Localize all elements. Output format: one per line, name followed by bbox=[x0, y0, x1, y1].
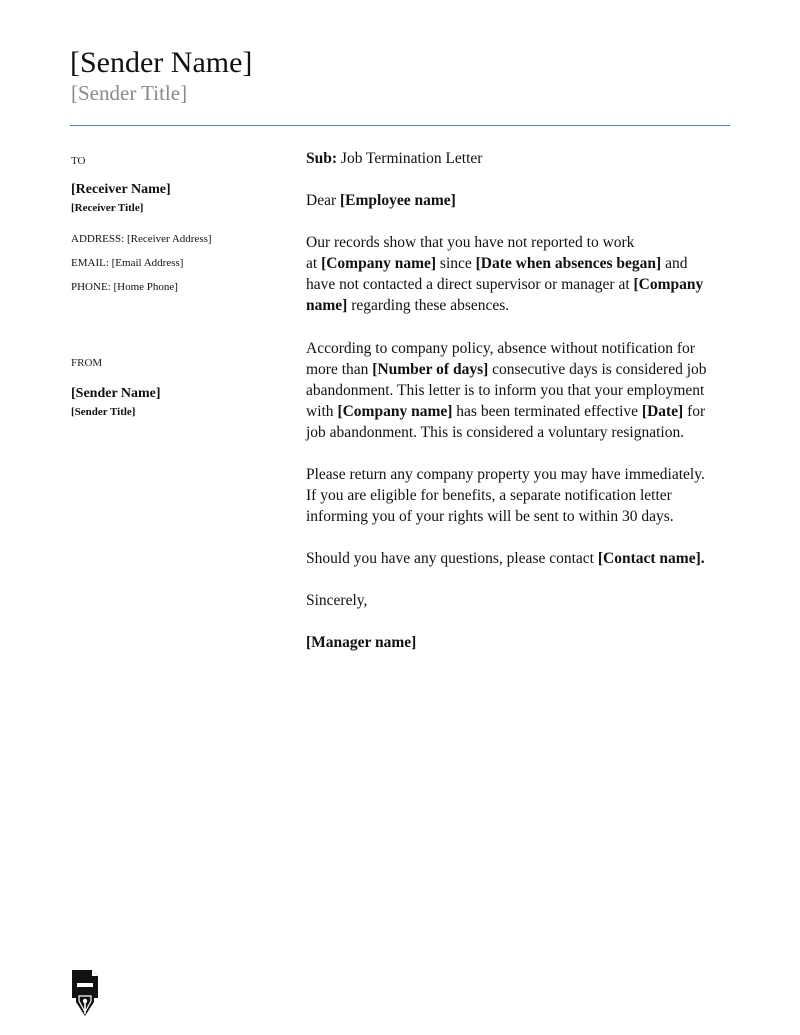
p1-contacted: have not contacted a direct supervisor or manager at bbox=[306, 276, 634, 293]
sender-title-heading: [Sender Title] bbox=[71, 81, 188, 105]
logo-band bbox=[77, 983, 93, 987]
signature bbox=[306, 632, 736, 653]
p1-line3 bbox=[306, 274, 736, 295]
p1-date: [Date when absences began] bbox=[475, 255, 662, 272]
p3-line1: Please return any company property you may have immediately. bbox=[306, 466, 705, 483]
to-label: TO bbox=[71, 155, 86, 167]
p1-company: [Company name] bbox=[321, 255, 437, 272]
p2-line2 bbox=[306, 359, 736, 380]
p2-more-than: more than bbox=[306, 361, 373, 378]
p3-line3: informing you of your rights will be sent to within 30 days. bbox=[306, 508, 674, 525]
p1-regarding: regarding these absences. bbox=[347, 297, 510, 314]
receiver-title bbox=[71, 201, 143, 215]
pen-nib-logo-icon bbox=[70, 968, 100, 1018]
p2-days: [Number of days] bbox=[372, 361, 489, 378]
p1-since: since bbox=[436, 255, 476, 272]
paragraph-policy bbox=[306, 338, 736, 443]
email-value: [Email Address] bbox=[111, 257, 184, 269]
closing-text: Sincerely, bbox=[306, 592, 368, 609]
email-label: EMAIL: bbox=[71, 257, 109, 269]
p2-date: [Date] bbox=[641, 403, 684, 420]
paragraph-questions bbox=[306, 548, 736, 569]
p3-line2: If you are eligible for benefits, a separate notification letter bbox=[306, 487, 672, 504]
sender-name-heading: [Sender Name] bbox=[70, 46, 253, 79]
logo-page-fold bbox=[92, 970, 98, 976]
paragraph-property bbox=[306, 464, 736, 527]
subject-text: Job Termination Letter bbox=[337, 150, 483, 167]
logo-nib-hole bbox=[83, 999, 87, 1003]
p1-at: at bbox=[306, 255, 322, 272]
p2-line4 bbox=[306, 401, 736, 422]
phone-line bbox=[71, 280, 178, 294]
phone-value: [Home Phone] bbox=[113, 281, 178, 293]
subject-label: Sub: bbox=[306, 150, 338, 167]
p1-line4 bbox=[306, 295, 736, 316]
p1-line1: Our records show that you have not reported to work bbox=[306, 234, 635, 251]
from-label: FROM bbox=[71, 357, 103, 369]
address-value: [Receiver Address] bbox=[126, 233, 212, 245]
paragraph-records bbox=[306, 232, 736, 316]
manager-name: [Manager name] bbox=[306, 634, 417, 651]
address-label: ADDRESS: bbox=[71, 233, 125, 245]
from-name: [Sender Name] bbox=[71, 386, 161, 401]
email-line bbox=[71, 256, 183, 270]
p2-with: with bbox=[306, 403, 338, 420]
from-title bbox=[71, 405, 135, 419]
phone-label: PHONE: bbox=[71, 281, 111, 293]
p2-consecutive: consecutive days is considered job bbox=[488, 361, 707, 378]
p1-company2-end: name] bbox=[306, 297, 348, 314]
p2-line5: job abandonment. This is considered a voluntary resignation. bbox=[306, 424, 685, 441]
p2-company: [Company name] bbox=[337, 403, 453, 420]
closing bbox=[306, 590, 736, 611]
receiver-name: [Receiver Name] bbox=[71, 182, 171, 197]
p4-contact: [Contact name]. bbox=[597, 550, 705, 567]
p4-text: Should you have any questions, please contact bbox=[306, 550, 598, 567]
greeting-prefix: Dear bbox=[306, 192, 340, 209]
p1-company2-start: [Company bbox=[633, 276, 704, 293]
p2-for: for bbox=[683, 403, 706, 420]
p2-line3: abandonment. This letter is to inform you that your employment bbox=[306, 382, 705, 399]
receiver-title-text: [Receiver Title] bbox=[71, 202, 144, 214]
greeting bbox=[306, 190, 736, 211]
employee-name: [Employee name] bbox=[340, 192, 456, 209]
address-line bbox=[71, 232, 212, 246]
p1-and: and bbox=[661, 255, 688, 272]
p2-terminated: has been terminated effective bbox=[452, 403, 642, 420]
p2-line1: According to company policy, absence without notification for bbox=[306, 340, 695, 357]
header-divider bbox=[70, 125, 730, 126]
subject-line bbox=[306, 148, 736, 169]
from-title-text: [Sender Title] bbox=[71, 406, 136, 418]
p1-line2 bbox=[306, 253, 736, 274]
